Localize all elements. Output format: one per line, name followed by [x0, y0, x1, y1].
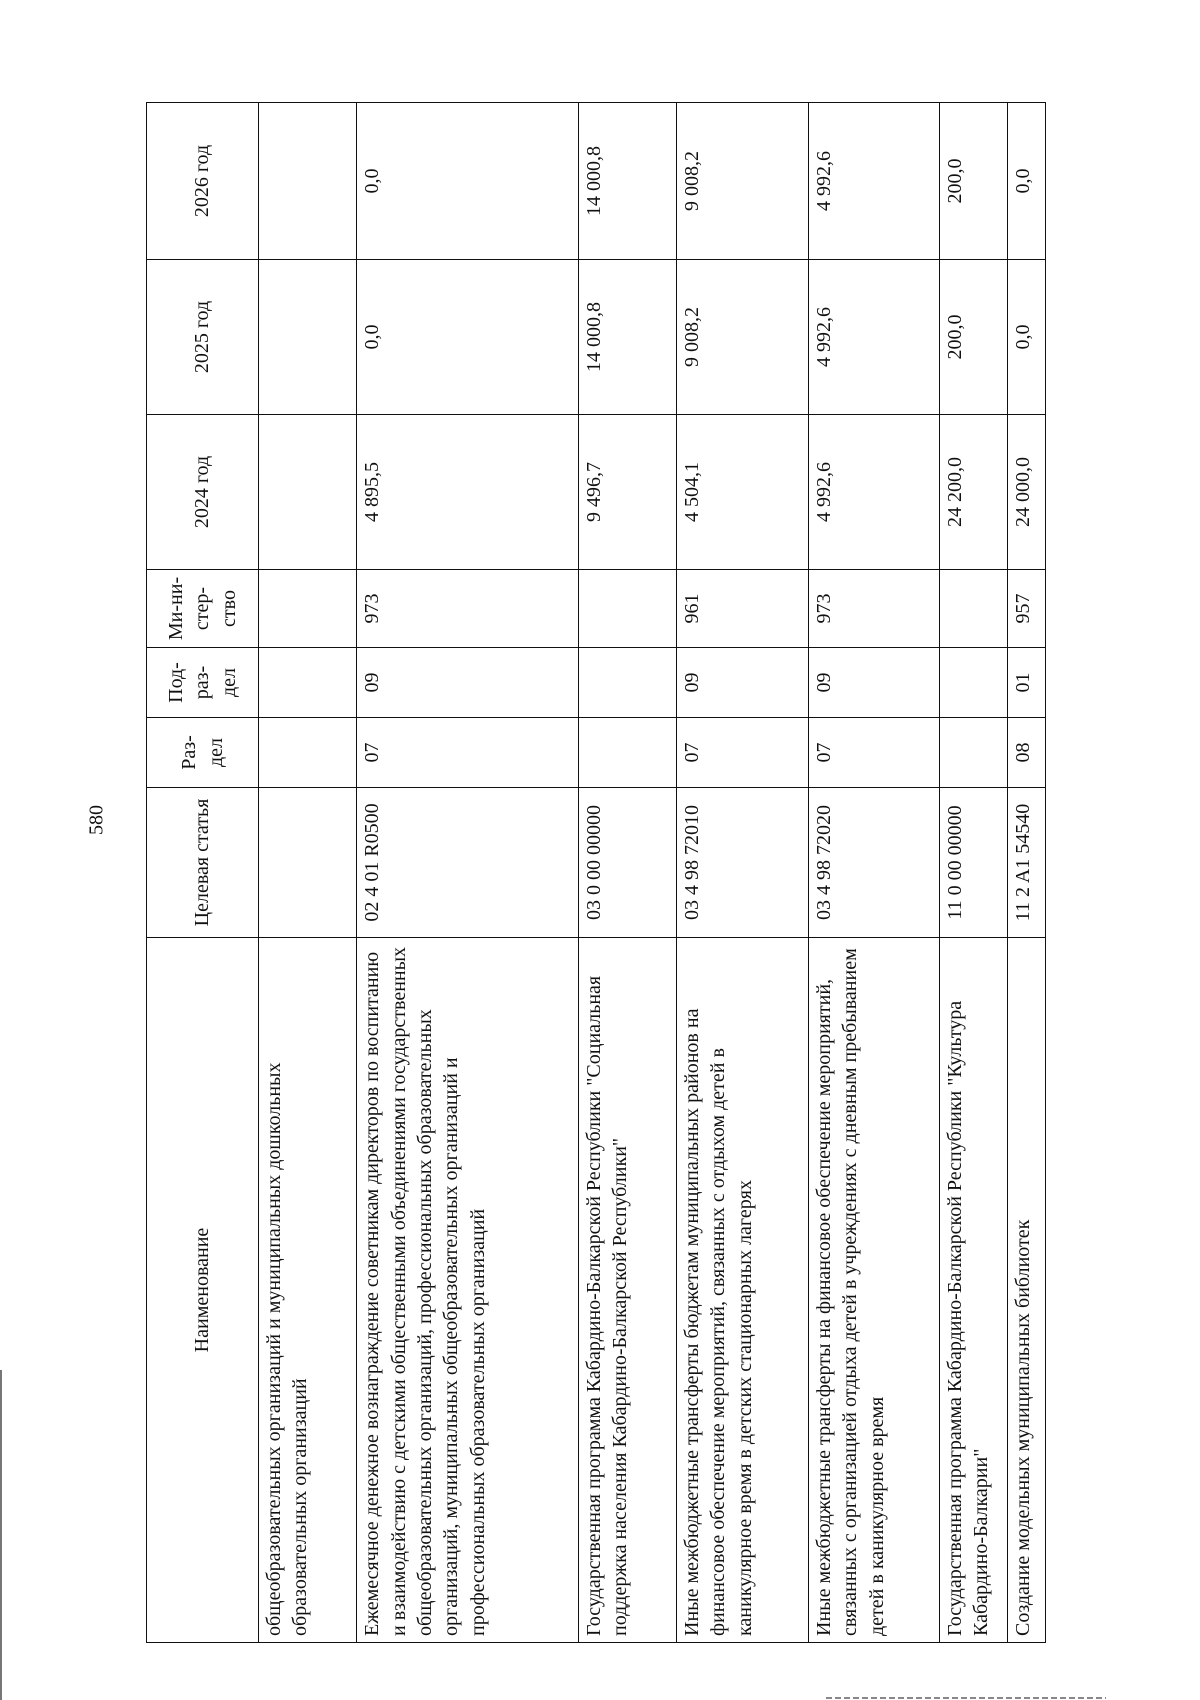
cell-section: [578, 718, 676, 788]
cell-section: 07: [357, 718, 578, 788]
rotated-page-content: [146, 103, 1046, 1643]
cell-section: [939, 718, 1007, 788]
cell-2026: 14 000,8: [578, 103, 676, 260]
cell-subsection: [939, 648, 1007, 718]
cell-name: Иные межбюджетные трансферты бюджетам муниципальных районов на финансовое обеспечение мероприятий, связанных с отдыхом детей в каникулярное время в детских стационарных лагерях: [676, 938, 808, 1643]
table-row: [808, 103, 939, 1643]
table-row: [1007, 103, 1045, 1643]
cell-target: 03 0 00 00000: [578, 788, 676, 938]
header-section: Раз-дел: [147, 718, 259, 788]
cell-name: Иные межбюджетные трансферты на финансовое обеспечение мероприятий, связанных с организацией отдыха детей в учреждениях с дневным пребыванием детей в каникулярное время: [808, 938, 939, 1643]
cell-subsection: [578, 648, 676, 718]
cell-section: 07: [676, 718, 808, 788]
cell-2025: [259, 260, 357, 415]
cell-ministry: [259, 570, 357, 648]
cell-section: [259, 718, 357, 788]
scan-bottom-mark: [826, 1697, 1106, 1699]
cell-2024: 9 496,7: [578, 415, 676, 570]
cell-ministry: 957: [1007, 570, 1045, 648]
cell-ministry: 961: [676, 570, 808, 648]
cell-name: Создание модельных муниципальных библиотек: [1007, 938, 1045, 1643]
cell-target: 03 4 98 72020: [808, 788, 939, 938]
scan-edge-line: [0, 1370, 2, 1700]
cell-2026: 0,0: [1007, 103, 1045, 260]
header-2026: 2026 год: [147, 103, 259, 260]
page-number: 580: [85, 805, 108, 835]
cell-2024: 4 992,6: [808, 415, 939, 570]
table-header: [147, 103, 259, 1643]
cell-2026: [259, 103, 357, 260]
cell-subsection: 01: [1007, 648, 1045, 718]
cell-2024: 4 895,5: [357, 415, 578, 570]
cell-2025: 0,0: [1007, 260, 1045, 415]
table-row: [939, 103, 1007, 1643]
header-target-article: Целевая статья: [147, 788, 259, 938]
cell-2024: [259, 415, 357, 570]
cell-2026: 4 992,6: [808, 103, 939, 260]
header-2024: 2024 год: [147, 415, 259, 570]
cell-2026: 200,0: [939, 103, 1007, 260]
cell-2025: 4 992,6: [808, 260, 939, 415]
cell-ministry: [578, 570, 676, 648]
cell-subsection: 09: [357, 648, 578, 718]
cell-2026: 9 008,2: [676, 103, 808, 260]
table-body: [259, 103, 1046, 1643]
cell-2024: 4 504,1: [676, 415, 808, 570]
cell-target: 03 4 98 72010: [676, 788, 808, 938]
budget-table: [146, 102, 1046, 1643]
cell-2024: 24 000,0: [1007, 415, 1045, 570]
table-row: [676, 103, 808, 1643]
cell-2025: 0,0: [357, 260, 578, 415]
cell-target: 11 2 A1 54540: [1007, 788, 1045, 938]
cell-2024: 24 200,0: [939, 415, 1007, 570]
cell-subsection: 09: [676, 648, 808, 718]
cell-section: 07: [808, 718, 939, 788]
cell-target: 02 4 01 R0500: [357, 788, 578, 938]
cell-2026: 0,0: [357, 103, 578, 260]
table-row: [357, 103, 578, 1643]
cell-name: Государственная программа Кабардино-Балкарской Республики "Социальная поддержка населения Кабардино-Балкарской Республики": [578, 938, 676, 1643]
header-ministry: Ми-ни-стер-ство: [147, 570, 259, 648]
table-row: [259, 103, 357, 1643]
header-subsection: Под-раз-дел: [147, 648, 259, 718]
cell-ministry: 973: [357, 570, 578, 648]
cell-section: 08: [1007, 718, 1045, 788]
cell-2025: 9 008,2: [676, 260, 808, 415]
cell-name: общеобразовательных организаций и муниципальных дошкольных образовательных организаций: [259, 938, 357, 1643]
header-name: Наименование: [147, 938, 259, 1643]
cell-subsection: [259, 648, 357, 718]
cell-2025: 200,0: [939, 260, 1007, 415]
cell-ministry: [939, 570, 1007, 648]
header-2025: 2025 год: [147, 260, 259, 415]
cell-ministry: 973: [808, 570, 939, 648]
cell-name: Ежемесячное денежное вознаграждение советникам директоров по воспитанию и взаимодействию с детскими общественными объединениями государственных общеобразовательных организаций, профессиональных образовательных организаций, муниципальных общеобразовательных организаций и профессиональных образовательных организаций: [357, 938, 578, 1643]
cell-2025: 14 000,8: [578, 260, 676, 415]
cell-target: 11 0 00 00000: [939, 788, 1007, 938]
table-row: [578, 103, 676, 1643]
cell-name: Государственная программа Кабардино-Балкарской Республики "Культура Кабардино-Балкарии": [939, 938, 1007, 1643]
cell-target: [259, 788, 357, 938]
cell-subsection: 09: [808, 648, 939, 718]
